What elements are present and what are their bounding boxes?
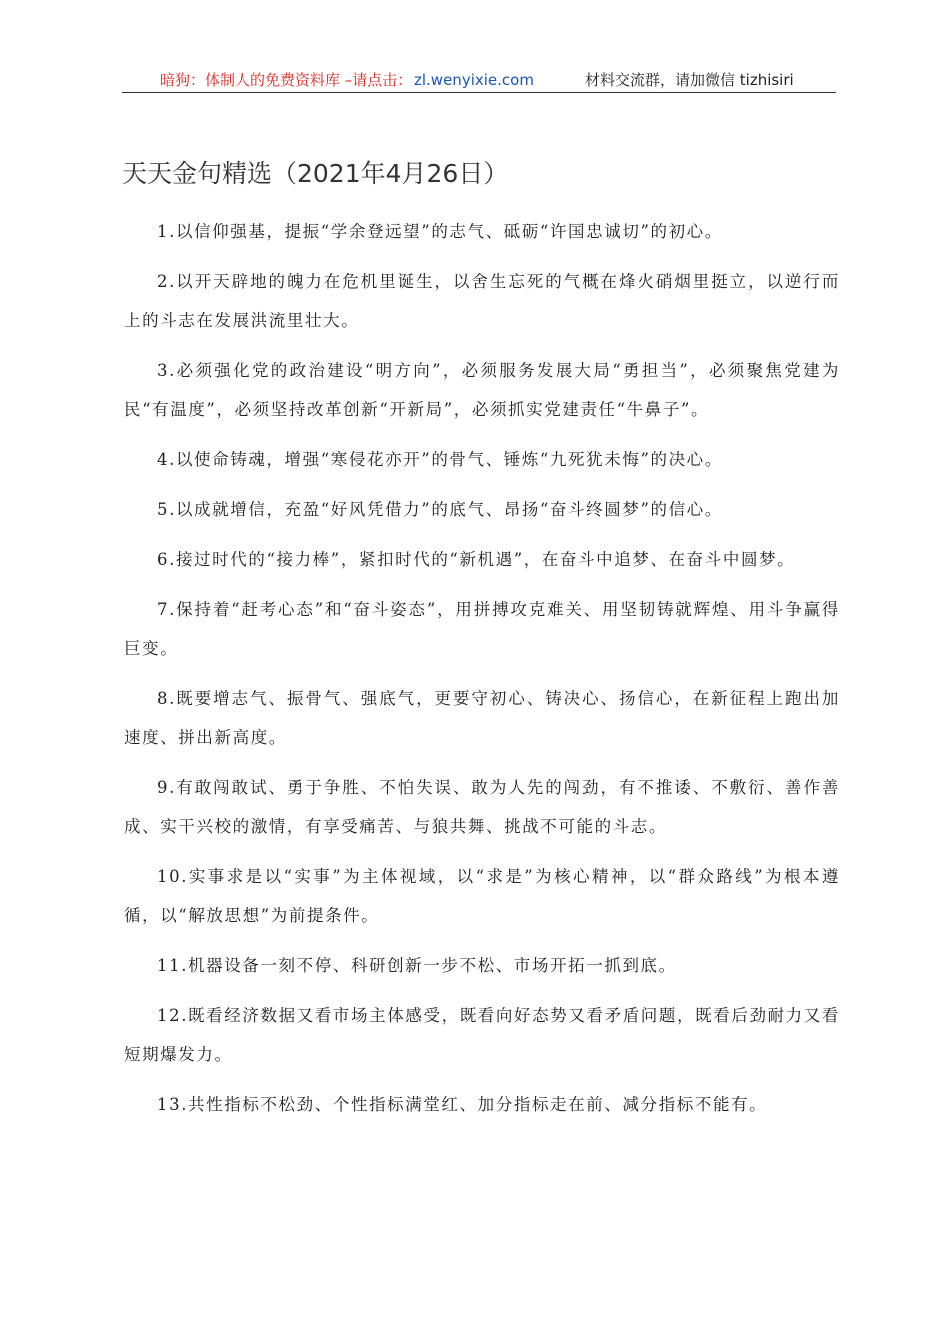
quote-item-1: 1.以信仰强基，提振“学余登远望”的志气、砥砺“许国忠诚切”的初心。 [157,222,723,241]
document-title: 天天金句精选（2021年4月26日） [122,159,509,188]
quote-item-7: 7.保持着“赶考心态”和“奋斗姿态”，用拼搏攻克难关、用坚韧铸就辉煌、用斗争赢得巨变。 [124,600,840,658]
quote-item-9: 9.有敢闯敢试、勇于争胜、不怕失误、敢为人先的闯劲，有不推诿、不敷衍、善作善成、实干兴校的激情，有享受痛苦、与狼共舞、挑战不可能的斗志。 [124,778,840,836]
quote-item-11: 11.机器设备一刻不停、科研创新一步不松、市场开拓一抓到底。 [157,956,677,975]
header-promo-text: 暗狗：体制人的免费资料库 –请点击： [160,71,413,89]
header-contact-text: 材料交流群，请加微信 tizhisiri [585,71,794,89]
page-header [122,68,836,93]
document-body [124,212,840,1135]
quote-item-4: 4.以使命铸魂，增强“寒侵花亦开”的骨气、锤炼“九死犹未悔”的决心。 [157,450,723,469]
quote-item-2: 2.以开天辟地的魄力在危机里诞生，以舍生忘死的气概在烽火硝烟里挺立，以逆行而上的斗志在发展洪流里壮大。 [124,272,840,330]
quote-item-13: 13.共性指标不松劲、个性指标满堂红、加分指标走在前、减分指标不能有。 [157,1095,768,1114]
header-link[interactable]: zl.wenyixie.com [414,71,534,89]
quote-item-5: 5.以成就增信，充盈“好风凭借力”的底气、昂扬“奋斗终圆梦”的信心。 [157,500,723,519]
quote-item-6: 6.接过时代的“接力棒”，紧扣时代的“新机遇”，在奋斗中追梦、在奋斗中圆梦。 [157,550,796,569]
quote-item-12: 12.既看经济数据又看市场主体感受，既看向好态势又看矛盾问题，既看后劲耐力又看短期爆发力。 [124,1006,840,1064]
quote-item-10: 10.实事求是以“实事”为主体视域，以“求是”为核心精神，以“群众路线”为根本遵循，以“解放思想”为前提条件。 [124,867,840,925]
quote-item-8: 8.既要增志气、振骨气、强底气，更要守初心、铸决心、扬信心，在新征程上跑出加速度、拼出新高度。 [124,689,840,747]
quote-item-3: 3.必须强化党的政治建设“明方向”，必须服务发展大局“勇担当”，必须聚焦党建为民“有温度”，必须坚持改革创新“开新局”，必须抓实党建责任“牛鼻子”。 [124,361,840,419]
